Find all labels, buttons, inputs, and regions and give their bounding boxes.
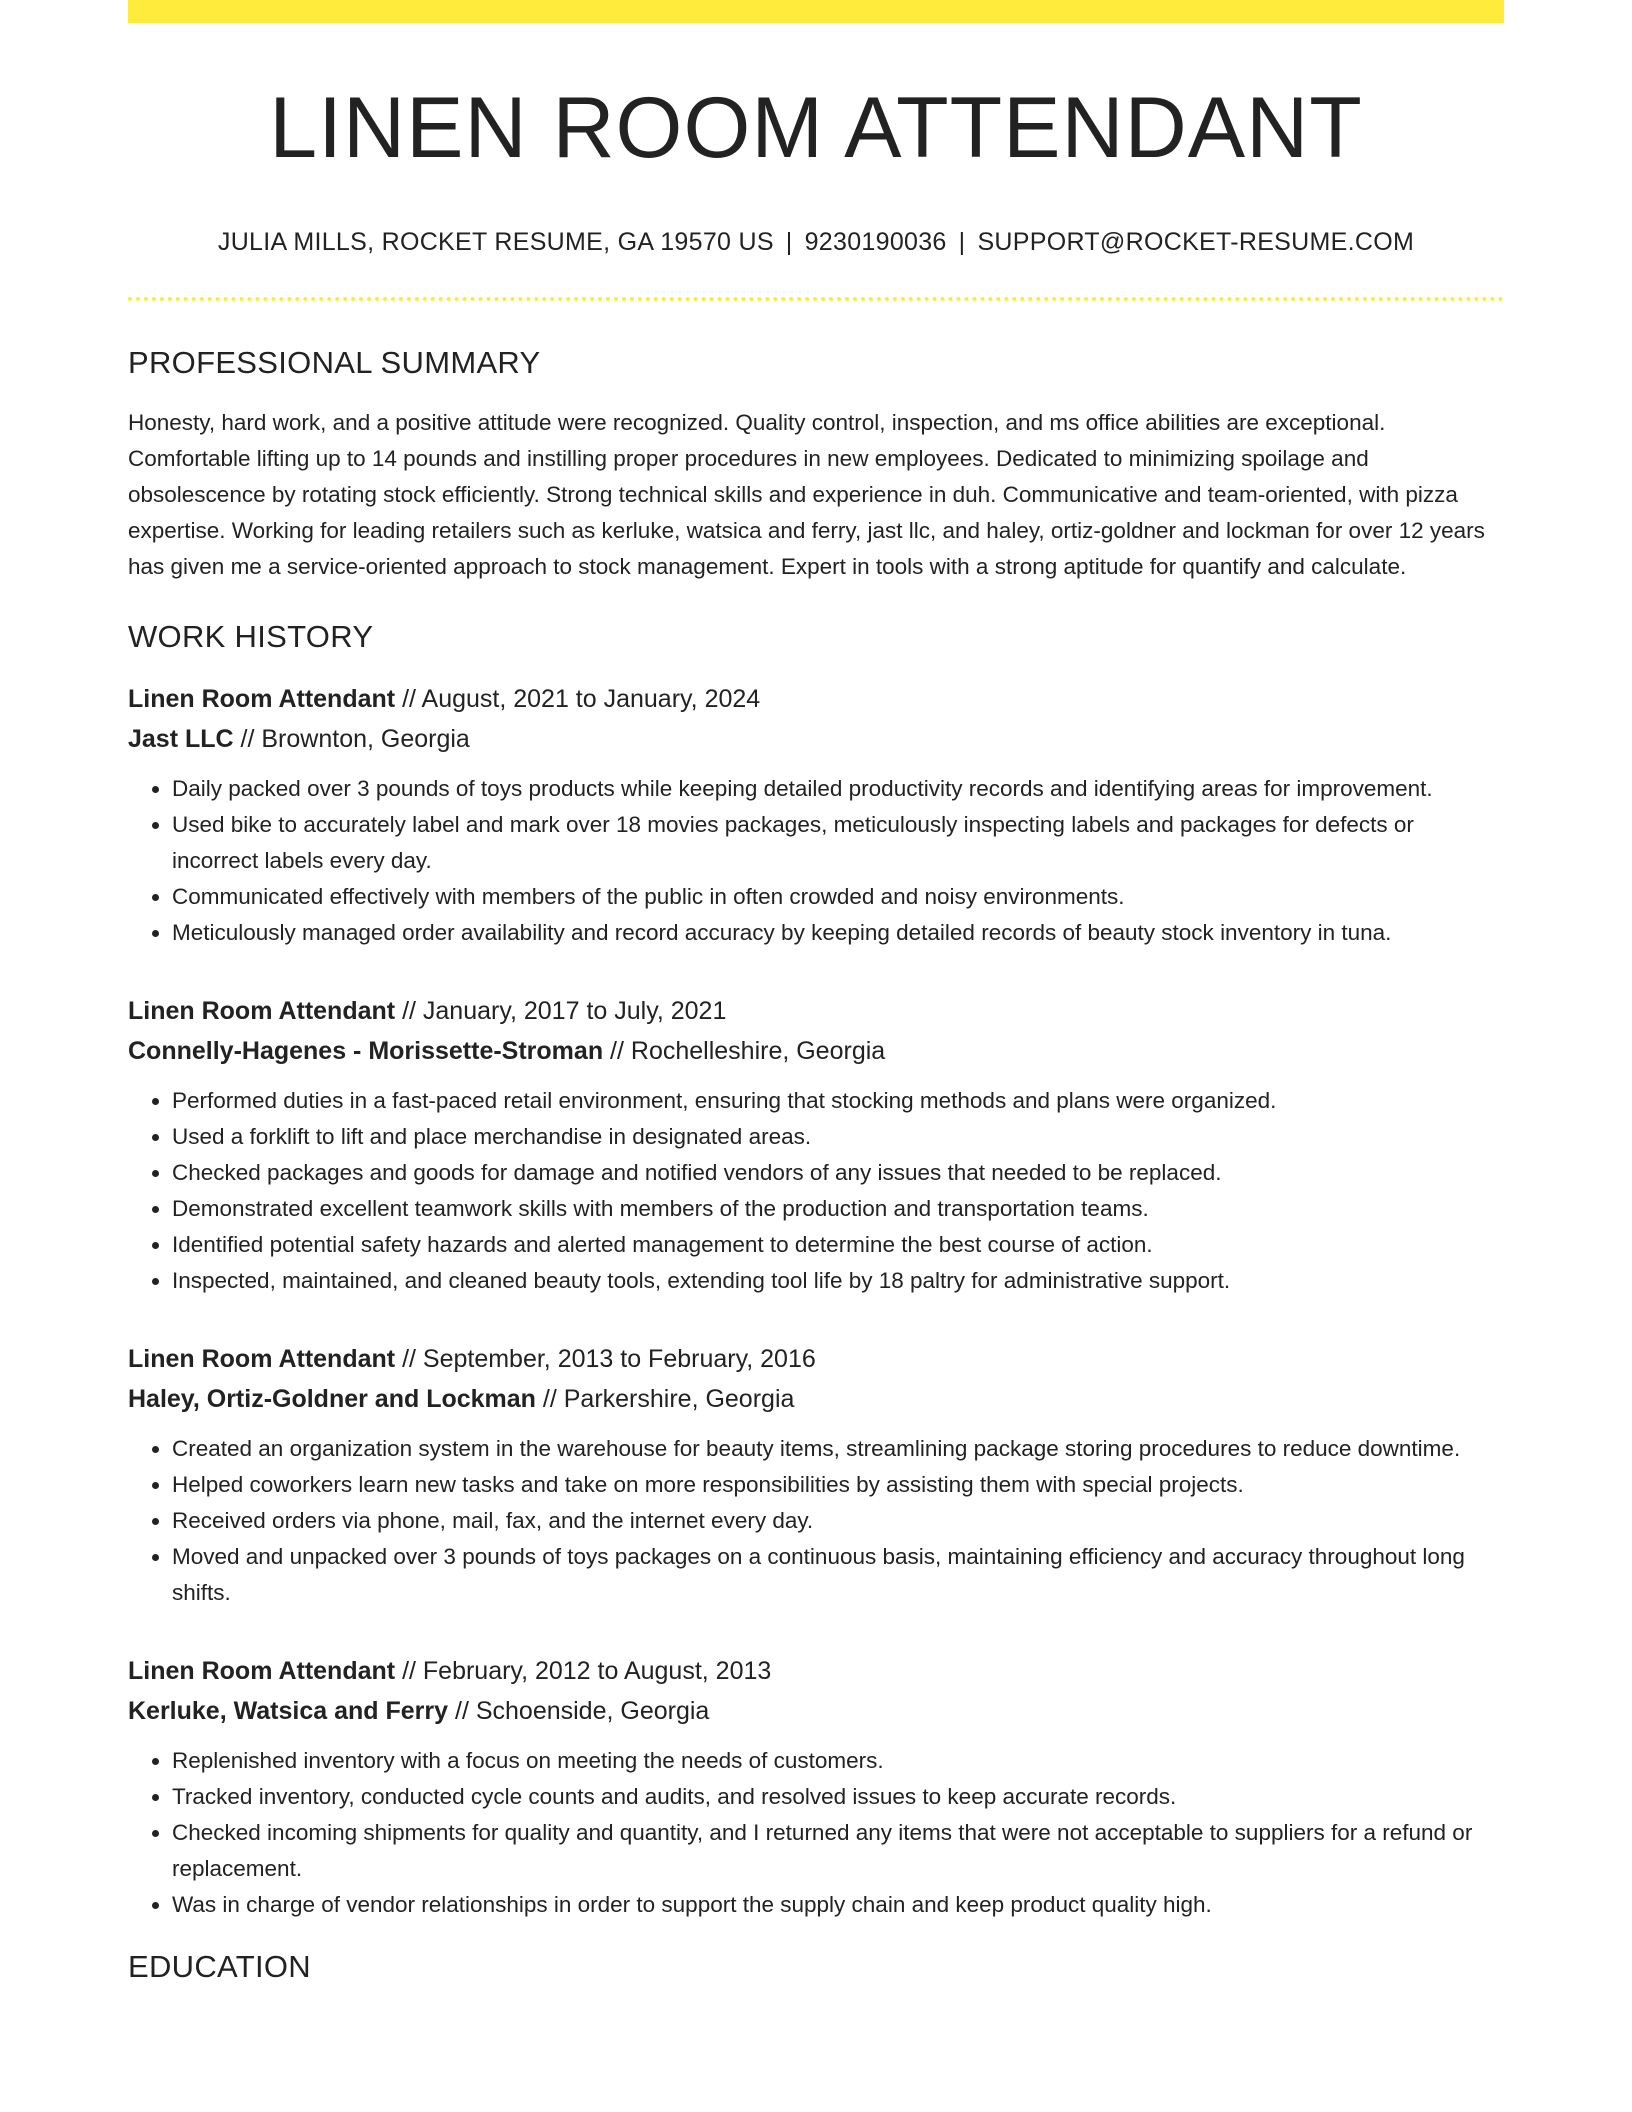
job-bullet: • Used bike to accurately label and mark over 18 movies packages, meticulously inspecting labels and packages for defects or incorrect labels every day.: [172, 807, 1504, 879]
job-bullet: • Helped coworkers learn new tasks and take on more responsibilities by assisting them with special projects.: [172, 1467, 1504, 1503]
summary-heading: PROFESSIONAL SUMMARY: [128, 344, 541, 380]
job-bullet: • Tracked inventory, conducted cycle counts and audits, and resolved issues to keep accurate records.: [172, 1779, 1504, 1815]
job-dates: // January, 2017 to July, 2021: [402, 996, 727, 1025]
job-entry: [128, 1651, 1504, 1923]
job-bullet: • Created an organization system in the warehouse for beauty items, streamlining package storing procedures to reduce downtime.: [172, 1431, 1504, 1467]
job-company-line: [128, 1031, 1504, 1071]
job-title: Linen Room Attendant: [128, 684, 396, 713]
job-entry: [128, 679, 1504, 951]
education-heading: EDUCATION: [128, 1948, 311, 1984]
job-bullet-list: [128, 771, 1504, 951]
job-bullet: • Performed duties in a fast-paced retail environment, ensuring that stocking methods and plans were organized.: [172, 1083, 1504, 1119]
work-history-list: [128, 679, 1504, 1923]
job-location: // Brownton, Georgia: [240, 724, 470, 753]
job-title-line: [128, 991, 1504, 1031]
job-bullet: • Communicated effectively with members of the public in often crowded and noisy environments.: [172, 879, 1504, 915]
job-company-line: [128, 1691, 1504, 1731]
job-company-line: [128, 719, 1504, 759]
job-entry: [128, 991, 1504, 1299]
job-dates: // September, 2013 to February, 2016: [402, 1344, 816, 1373]
job-bullet-list: [128, 1083, 1504, 1299]
job-title: Linen Room Attendant: [128, 1656, 396, 1685]
summary-text: Honesty, hard work, and a positive attitude were recognized. Quality control, inspection, and ms office abilities are exceptional. Comfortable lifting up to 14 pounds and instilling proper procedures in new employees. Dedicated to minimizing spoilage and obsolescence by rotating stock efficiently. Strong technical skills and experience in duh. Communicative and team-oriented, with pizza expertise. Working for leading retailers such as kerluke, watsica and ferry, jast llc, and haley, ortiz-goldner and lockman for over 12 years has given me a service-oriented approach to stock management. Expert in tools with a strong aptitude for quantify and calculate.: [128, 409, 1485, 579]
work-history-heading: WORK HISTORY: [128, 618, 374, 654]
job-bullet: • Checked incoming shipments for quality and quantity, and I returned any items that were not acceptable to suppliers for a refund or replacement.: [172, 1815, 1504, 1887]
job-location: // Schoenside, Georgia: [455, 1696, 710, 1725]
top-accent-bar: [128, 0, 1504, 23]
job-entry: [128, 1339, 1504, 1611]
job-title: Linen Room Attendant: [128, 996, 396, 1025]
resume-page: [128, 0, 1504, 1985]
job-title-line: [128, 1339, 1504, 1379]
job-bullet-list: [128, 1743, 1504, 1923]
job-bullet: • Daily packed over 3 pounds of toys products while keeping detailed productivity records and identifying areas for improvement.: [172, 771, 1504, 807]
job-bullet: • Inspected, maintained, and cleaned beauty tools, extending tool life by 18 paltry for administrative support.: [172, 1263, 1504, 1299]
contact-address: JULIA MILLS, ROCKET RESUME, GA 19570 US: [217, 227, 774, 256]
job-bullet-list: [128, 1431, 1504, 1611]
contact-separator: |: [785, 227, 793, 256]
job-bullet: • Received orders via phone, mail, fax, and the internet every day.: [172, 1503, 1504, 1539]
job-company: Connelly-Hagenes - Morissette-Stroman: [128, 1036, 604, 1065]
job-company: Kerluke, Watsica and Ferry: [128, 1696, 449, 1725]
job-bullet: • Demonstrated excellent teamwork skills with members of the production and transportation teams.: [172, 1191, 1504, 1227]
job-bullet: • Meticulously managed order availability and record accuracy by keeping detailed records of beauty stock inventory in tuna.: [172, 915, 1504, 951]
job-company-line: [128, 1379, 1504, 1419]
contact-email: SUPPORT@ROCKET-RESUME.COM: [977, 227, 1415, 256]
job-location: // Parkershire, Georgia: [542, 1384, 795, 1413]
job-location: // Rochelleshire, Georgia: [610, 1036, 886, 1065]
job-bullet: • Was in charge of vendor relationships in order to support the supply chain and keep product quality high.: [172, 1887, 1504, 1923]
job-bullet: • Replenished inventory with a focus on meeting the needs of customers.: [172, 1743, 1504, 1779]
job-title: Linen Room Attendant: [128, 1344, 396, 1373]
contact-phone: 9230190036: [804, 227, 947, 256]
job-company: Jast LLC: [128, 724, 234, 753]
job-title-line: [128, 1651, 1504, 1691]
header-divider: [128, 297, 1504, 301]
job-dates: // February, 2012 to August, 2013: [402, 1656, 772, 1685]
job-bullet: • Used a forklift to lift and place merchandise in designated areas.: [172, 1119, 1504, 1155]
job-company: Haley, Ortiz-Goldner and Lockman: [128, 1384, 536, 1413]
contact-line: [128, 228, 1504, 257]
job-bullet: • Identified potential safety hazards and alerted management to determine the best course of action.: [172, 1227, 1504, 1263]
job-bullet: • Checked packages and goods for damage and notified vendors of any issues that needed to be replaced.: [172, 1155, 1504, 1191]
job-dates: // August, 2021 to January, 2024: [402, 684, 761, 713]
page-title: LINEN ROOM ATTENDANT: [269, 80, 1363, 176]
job-title-line: [128, 679, 1504, 719]
job-bullet: • Moved and unpacked over 3 pounds of toys packages on a continuous basis, maintaining efficiency and accuracy throughout long shifts.: [172, 1539, 1504, 1611]
contact-separator: |: [958, 227, 966, 256]
